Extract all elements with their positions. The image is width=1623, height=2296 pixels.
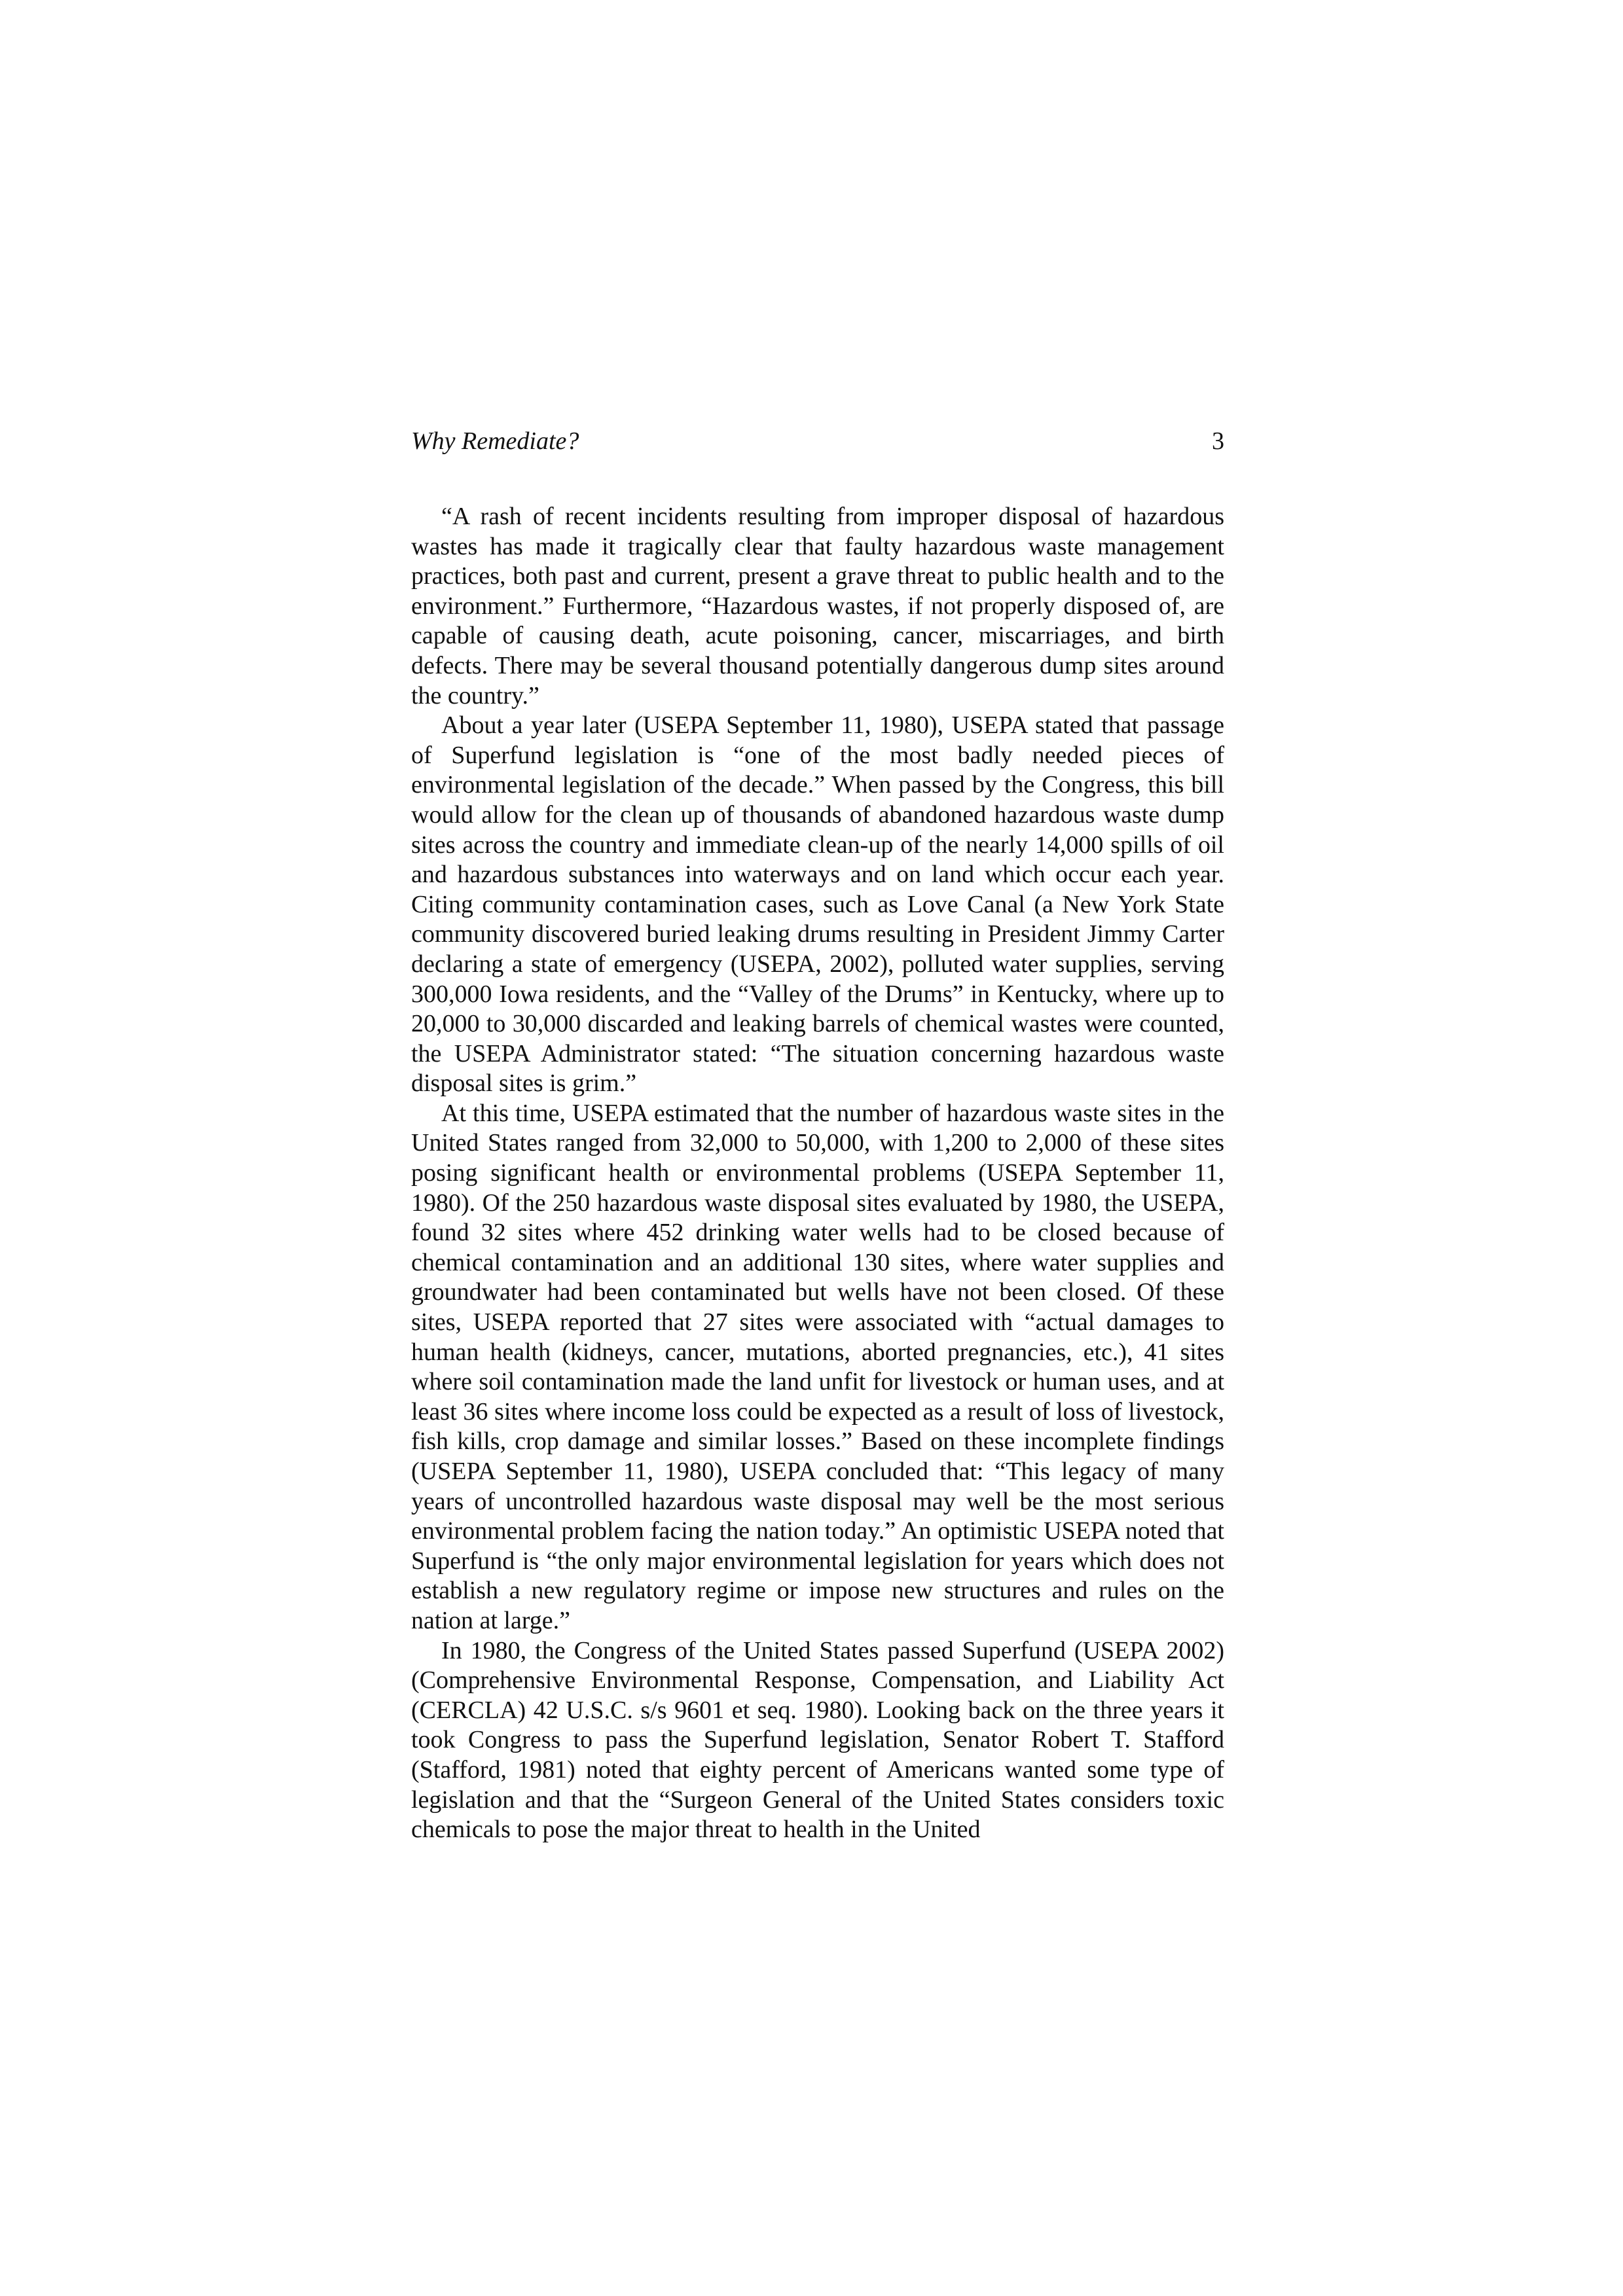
paragraph-2: About a year later (USEPA September 11, 1980), USEPA stated that passage of Superfund legislation is “one of the most badly needed pieces of environmental legislation of the decade.” When passed by the Congress, this bill would allow for the clean up of thousands of abandoned hazardous waste dump sites across the country and immediate clean-up of the nearly 14,000 spills of oil and hazardous substances into waterways and on land which occur each year. Citing community contamination cases, such as Love Canal (a New York State community discovered buried leaking drums resulting in President Jimmy Carter declaring a state of emergency (USEPA, 2002), polluted water supplies, serving 300,000 Iowa residents, and the “Valley of the Drums” in Kentucky, where up to 20,000 to 30,000 discarded and leaking barrels of chemical wastes were counted, the USEPA Administrator stated: “The situation concerning hazardous waste disposal sites is grim.”: [411, 711, 1224, 1098]
running-head: [411, 425, 1224, 465]
running-title: Why Remediate?: [411, 427, 579, 455]
page-number: 3: [1212, 427, 1224, 455]
paragraph-1: “A rash of recent incidents resulting from improper disposal of hazardous wastes has made it tragically clear that faulty hazardous waste management practices, both past and current, present a grave threat to public health and to the environment.” Furthermore, “Hazardous wastes, if not properly disposed of, are capable of causing death, acute poisoning, cancer, miscarriages, and birth defects. There may be several thousand potentially dangerous dump sites around the country.”: [411, 503, 1224, 709]
body-text: [411, 502, 1224, 1845]
paragraph-3: At this time, USEPA estimated that the number of hazardous waste sites in the United States ranged from 32,000 to 50,000, with 1,200 to 2,000 of these sites posing significant health or environmental problems (USEPA September 11, 1980). Of the 250 hazardous waste disposal sites evaluated by 1980, the USEPA, found 32 sites where 452 drinking water wells had to be closed because of chemical contamination and an additional 130 sites, where water supplies and groundwater had been contaminated but wells have not been closed. Of these sites, USEPA reported that 27 sites were associated with “actual damages to human health (kidneys, cancer, mutations, aborted pregnancies, etc.), 41 sites where soil contamination made the land unfit for livestock or human uses, and at least 36 sites where income loss could be expected as a result of loss of livestock, fish kills, crop damage and similar losses.” Based on these incomplete findings (USEPA September 11, 1980), USEPA concluded that: “This legacy of many years of uncontrolled hazardous waste disposal may well be the most serious environmental problem facing the nation today.” An optimistic USEPA noted that Superfund is “the only major environmental legislation for years which does not establish a new regulatory regime or impose new structures and rules on the nation at large.”: [411, 1099, 1224, 1634]
paragraph-4: In 1980, the Congress of the United States passed Superfund (USEPA 2002) (Comprehensive Environmental Response, Compensation, and Liability Act (CERCLA) 42 U.S.C. s/s 9601 et seq. 1980). Looking back on the three years it took Congress to pass the Superfund legislation, Senator Robert T. Stafford (Stafford, 1981) noted that eighty percent of Americans wanted some type of legislation and that the “Surgeon General of the United States considers toxic chemicals to pose the major threat to health in the United: [411, 1636, 1224, 1844]
